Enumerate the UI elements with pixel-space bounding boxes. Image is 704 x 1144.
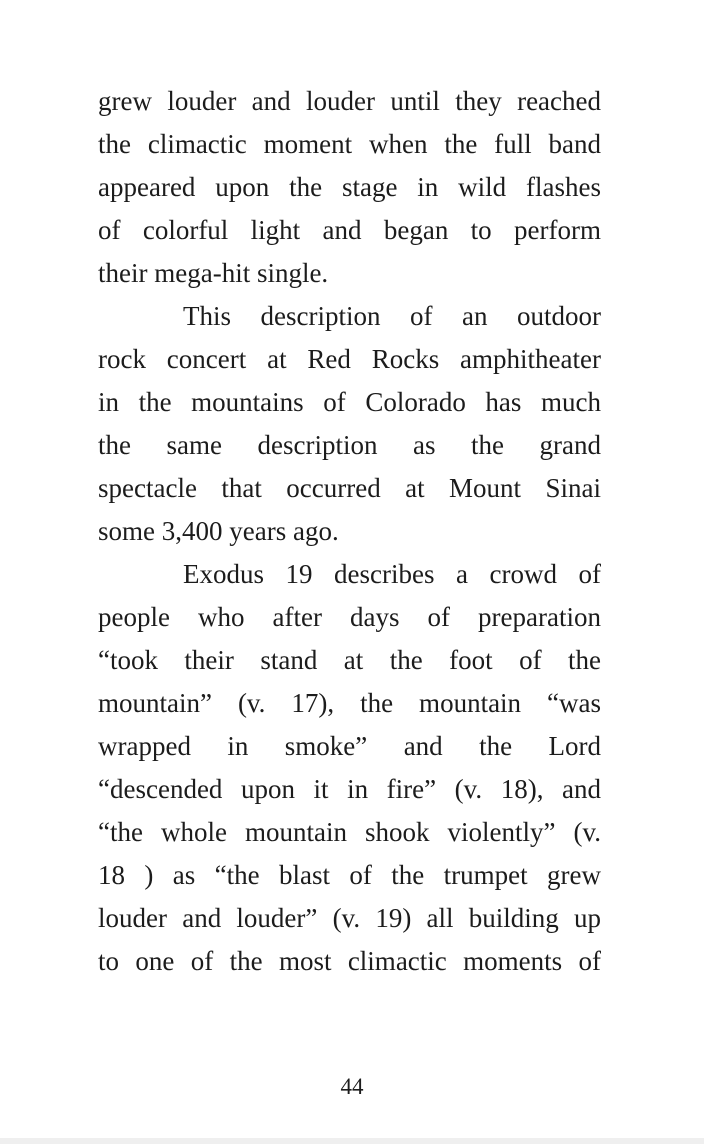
body-text	[98, 80, 601, 983]
text-line: rock concert at Red Rocks amphitheater	[98, 344, 601, 374]
text-line: “the whole mountain shook violently” (v.	[98, 817, 601, 847]
text-line: of colorful light and began to perform	[98, 215, 601, 245]
text-line: This description of an outdoor	[183, 301, 601, 331]
text-line: people who after days of preparation	[98, 602, 601, 632]
text-line: “took their stand at the foot of the	[98, 645, 601, 675]
text-line: “descended upon it in fire” (v. 18), and	[98, 774, 601, 804]
text-line: 18 ) as “the blast of the trumpet grew	[98, 860, 601, 890]
paragraph	[98, 80, 601, 295]
text-line: their mega-hit single.	[98, 258, 329, 288]
bottom-edge	[0, 1138, 704, 1144]
text-line: the climactic moment when the full band	[98, 129, 601, 159]
text-line: Exodus 19 describes a crowd of	[183, 559, 601, 589]
text-line: louder and louder” (v. 19) all building up	[98, 903, 601, 933]
text-line: appeared upon the stage in wild flashes	[98, 172, 601, 202]
text-line: mountain” (v. 17), the mountain “was	[98, 688, 601, 718]
text-line: spectacle that occurred at Mount Sinai	[98, 473, 601, 503]
text-line: to one of the most climactic moments of	[98, 946, 601, 976]
paragraph	[98, 553, 601, 983]
text-line: some 3,400 years ago.	[98, 516, 339, 546]
text-line: grew louder and louder until they reached	[98, 86, 601, 116]
page-number: 44	[340, 1074, 364, 1099]
text-line: in the mountains of Colorado has much	[98, 387, 601, 417]
paragraph	[98, 295, 601, 553]
text-line: wrapped in smoke” and the Lord	[98, 731, 601, 761]
text-line: the same description as the grand	[98, 430, 601, 460]
